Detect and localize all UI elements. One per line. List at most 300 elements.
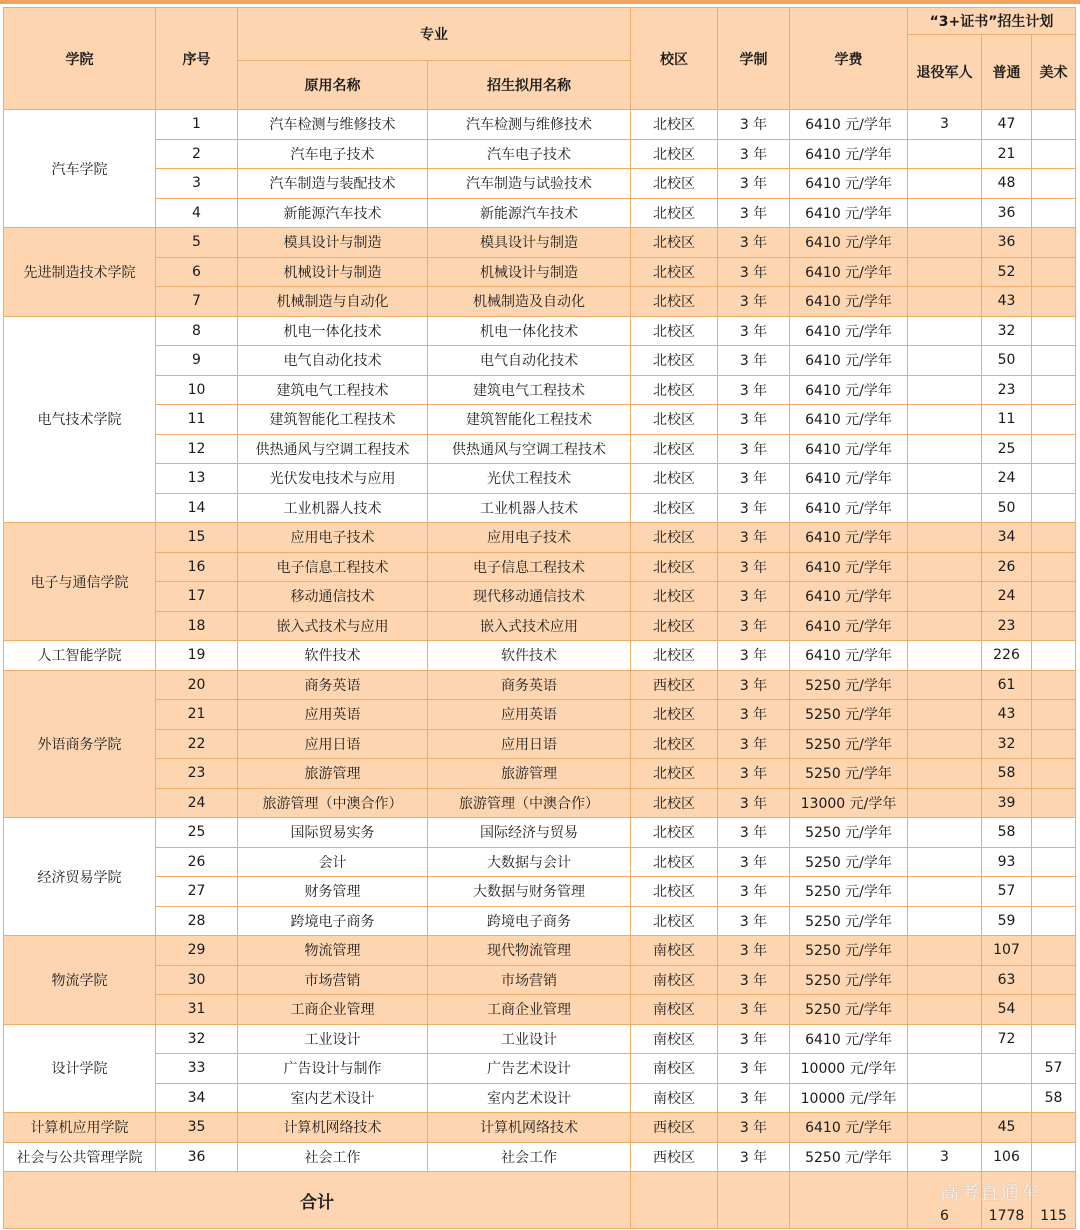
duration-cell: 3 年 xyxy=(718,582,790,612)
veterans-cell xyxy=(908,641,982,671)
duration-cell: 3 年 xyxy=(718,552,790,582)
table-row xyxy=(4,611,1076,641)
general-cell: 48 xyxy=(982,169,1032,199)
campus-cell: 南校区 xyxy=(631,1083,718,1113)
general-cell: 226 xyxy=(982,641,1032,671)
veterans-cell xyxy=(908,287,982,317)
original-name-cell: 新能源汽车技术 xyxy=(238,198,428,228)
veterans-cell xyxy=(908,198,982,228)
art-cell xyxy=(1032,641,1076,671)
original-name-cell: 旅游管理 xyxy=(238,759,428,789)
veterans-cell: 3 xyxy=(908,1142,982,1172)
total-empty-cell xyxy=(718,1172,790,1229)
proposed-name-cell: 社会工作 xyxy=(428,1142,631,1172)
table-row xyxy=(4,139,1076,169)
table-row xyxy=(4,464,1076,494)
table-row xyxy=(4,228,1076,258)
art-cell xyxy=(1032,788,1076,818)
proposed-name-cell: 工业机器人技术 xyxy=(428,493,631,523)
header-veterans: 退役军人 xyxy=(908,35,982,110)
table-row xyxy=(4,110,1076,140)
tuition-cell: 5250 元/学年 xyxy=(790,906,908,936)
veterans-cell xyxy=(908,877,982,907)
proposed-name-cell: 旅游管理（中澳合作） xyxy=(428,788,631,818)
table-row xyxy=(4,198,1076,228)
table-body xyxy=(4,110,1076,1229)
original-name-cell: 财务管理 xyxy=(238,877,428,907)
index-cell: 3 xyxy=(156,169,238,199)
duration-cell: 3 年 xyxy=(718,611,790,641)
table-row xyxy=(4,906,1076,936)
header-general: 普通 xyxy=(982,35,1032,110)
general-cell: 32 xyxy=(982,316,1032,346)
index-cell: 8 xyxy=(156,316,238,346)
art-cell xyxy=(1032,700,1076,730)
veterans-cell xyxy=(908,611,982,641)
index-cell: 31 xyxy=(156,995,238,1025)
tuition-cell: 6410 元/学年 xyxy=(790,523,908,553)
proposed-name-cell: 机电一体化技术 xyxy=(428,316,631,346)
veterans-cell xyxy=(908,729,982,759)
art-cell xyxy=(1032,759,1076,789)
header-index: 序号 xyxy=(156,8,238,110)
campus-cell: 西校区 xyxy=(631,1113,718,1143)
proposed-name-cell: 大数据与财务管理 xyxy=(428,877,631,907)
general-cell: 63 xyxy=(982,965,1032,995)
art-cell xyxy=(1032,582,1076,612)
tuition-cell: 6410 元/学年 xyxy=(790,169,908,199)
tuition-cell: 5250 元/学年 xyxy=(790,847,908,877)
art-cell xyxy=(1032,464,1076,494)
proposed-name-cell: 广告艺术设计 xyxy=(428,1054,631,1084)
general-cell: 39 xyxy=(982,788,1032,818)
campus-cell: 北校区 xyxy=(631,346,718,376)
tuition-cell: 6410 元/学年 xyxy=(790,1024,908,1054)
proposed-name-cell: 软件技术 xyxy=(428,641,631,671)
index-cell: 22 xyxy=(156,729,238,759)
index-cell: 4 xyxy=(156,198,238,228)
college-cell: 计算机应用学院 xyxy=(4,1113,156,1143)
watermark: 高考直通车 xyxy=(940,1182,1041,1204)
duration-cell: 3 年 xyxy=(718,1142,790,1172)
duration-cell: 3 年 xyxy=(718,759,790,789)
tuition-cell: 6410 元/学年 xyxy=(790,139,908,169)
general-cell: 107 xyxy=(982,936,1032,966)
index-cell: 21 xyxy=(156,700,238,730)
duration-cell: 3 年 xyxy=(718,169,790,199)
index-cell: 2 xyxy=(156,139,238,169)
original-name-cell: 供热通风与空调工程技术 xyxy=(238,434,428,464)
art-cell xyxy=(1032,405,1076,435)
table-row xyxy=(4,788,1076,818)
veterans-cell xyxy=(908,1083,982,1113)
veterans-cell xyxy=(908,169,982,199)
index-cell: 28 xyxy=(156,906,238,936)
duration-cell: 3 年 xyxy=(718,670,790,700)
veterans-cell xyxy=(908,670,982,700)
general-cell: 59 xyxy=(982,906,1032,936)
art-cell xyxy=(1032,493,1076,523)
veterans-cell xyxy=(908,405,982,435)
index-cell: 20 xyxy=(156,670,238,700)
duration-cell: 3 年 xyxy=(718,729,790,759)
campus-cell: 北校区 xyxy=(631,405,718,435)
art-cell xyxy=(1032,670,1076,700)
general-cell: 11 xyxy=(982,405,1032,435)
header-original-name: 原用名称 xyxy=(238,61,428,110)
duration-cell: 3 年 xyxy=(718,464,790,494)
art-cell xyxy=(1032,523,1076,553)
general-cell: 43 xyxy=(982,700,1032,730)
art-cell xyxy=(1032,906,1076,936)
index-cell: 35 xyxy=(156,1113,238,1143)
tuition-cell: 6410 元/学年 xyxy=(790,316,908,346)
header-college: 学院 xyxy=(4,8,156,110)
index-cell: 13 xyxy=(156,464,238,494)
original-name-cell: 商务英语 xyxy=(238,670,428,700)
campus-cell: 北校区 xyxy=(631,316,718,346)
proposed-name-cell: 电气自动化技术 xyxy=(428,346,631,376)
campus-cell: 北校区 xyxy=(631,729,718,759)
campus-cell: 北校区 xyxy=(631,906,718,936)
index-cell: 11 xyxy=(156,405,238,435)
tuition-cell: 5250 元/学年 xyxy=(790,995,908,1025)
proposed-name-cell: 国际经济与贸易 xyxy=(428,818,631,848)
tuition-cell: 6410 元/学年 xyxy=(790,405,908,435)
duration-cell: 3 年 xyxy=(718,139,790,169)
table-row xyxy=(4,169,1076,199)
campus-cell: 北校区 xyxy=(631,493,718,523)
tuition-cell: 6410 元/学年 xyxy=(790,434,908,464)
table-row xyxy=(4,346,1076,376)
duration-cell: 3 年 xyxy=(718,995,790,1025)
campus-cell: 北校区 xyxy=(631,877,718,907)
index-cell: 5 xyxy=(156,228,238,258)
art-cell xyxy=(1032,375,1076,405)
duration-cell: 3 年 xyxy=(718,877,790,907)
campus-cell: 北校区 xyxy=(631,375,718,405)
tuition-cell: 10000 元/学年 xyxy=(790,1083,908,1113)
table-row xyxy=(4,582,1076,612)
proposed-name-cell: 机械设计与制造 xyxy=(428,257,631,287)
proposed-name-cell: 汽车检测与维修技术 xyxy=(428,110,631,140)
campus-cell: 北校区 xyxy=(631,523,718,553)
veterans-cell: 3 xyxy=(908,110,982,140)
top-accent-bar xyxy=(0,0,1080,4)
general-cell: 106 xyxy=(982,1142,1032,1172)
duration-cell: 3 年 xyxy=(718,375,790,405)
table-row xyxy=(4,375,1076,405)
total-art: 115 xyxy=(1032,1172,1076,1229)
proposed-name-cell: 应用电子技术 xyxy=(428,523,631,553)
veterans-cell xyxy=(908,316,982,346)
proposed-name-cell: 机械制造及自动化 xyxy=(428,287,631,317)
art-cell xyxy=(1032,818,1076,848)
campus-cell: 南校区 xyxy=(631,1024,718,1054)
general-cell: 50 xyxy=(982,346,1032,376)
college-cell: 电子与通信学院 xyxy=(4,523,156,641)
veterans-cell xyxy=(908,228,982,258)
veterans-cell xyxy=(908,375,982,405)
original-name-cell: 电气自动化技术 xyxy=(238,346,428,376)
header-major: 专业 xyxy=(238,8,631,61)
campus-cell: 南校区 xyxy=(631,1054,718,1084)
art-cell xyxy=(1032,257,1076,287)
campus-cell: 北校区 xyxy=(631,198,718,228)
veterans-cell xyxy=(908,1113,982,1143)
table-row xyxy=(4,1054,1076,1084)
tuition-cell: 6410 元/学年 xyxy=(790,110,908,140)
proposed-name-cell: 汽车制造与试验技术 xyxy=(428,169,631,199)
proposed-name-cell: 新能源汽车技术 xyxy=(428,198,631,228)
art-cell xyxy=(1032,1024,1076,1054)
tuition-cell: 5250 元/学年 xyxy=(790,936,908,966)
art-cell xyxy=(1032,434,1076,464)
index-cell: 1 xyxy=(156,110,238,140)
original-name-cell: 室内艺术设计 xyxy=(238,1083,428,1113)
art-cell xyxy=(1032,316,1076,346)
general-cell: 24 xyxy=(982,464,1032,494)
general-cell: 43 xyxy=(982,287,1032,317)
general-cell: 25 xyxy=(982,434,1032,464)
total-empty-cell xyxy=(790,1172,908,1229)
index-cell: 12 xyxy=(156,434,238,464)
original-name-cell: 电子信息工程技术 xyxy=(238,552,428,582)
table-row xyxy=(4,287,1076,317)
tuition-cell: 6410 元/学年 xyxy=(790,287,908,317)
veterans-cell xyxy=(908,582,982,612)
proposed-name-cell: 旅游管理 xyxy=(428,759,631,789)
duration-cell: 3 年 xyxy=(718,1083,790,1113)
duration-cell: 3 年 xyxy=(718,434,790,464)
campus-cell: 北校区 xyxy=(631,257,718,287)
campus-cell: 南校区 xyxy=(631,936,718,966)
proposed-name-cell: 工业设计 xyxy=(428,1024,631,1054)
original-name-cell: 国际贸易实务 xyxy=(238,818,428,848)
index-cell: 25 xyxy=(156,818,238,848)
proposed-name-cell: 市场营销 xyxy=(428,965,631,995)
art-cell xyxy=(1032,611,1076,641)
campus-cell: 西校区 xyxy=(631,1142,718,1172)
veterans-cell xyxy=(908,906,982,936)
tuition-cell: 6410 元/学年 xyxy=(790,228,908,258)
tuition-cell: 6410 元/学年 xyxy=(790,582,908,612)
campus-cell: 北校区 xyxy=(631,641,718,671)
original-name-cell: 跨境电子商务 xyxy=(238,906,428,936)
original-name-cell: 汽车制造与装配技术 xyxy=(238,169,428,199)
art-cell xyxy=(1032,1142,1076,1172)
original-name-cell: 机械设计与制造 xyxy=(238,257,428,287)
campus-cell: 南校区 xyxy=(631,965,718,995)
art-cell: 57 xyxy=(1032,1054,1076,1084)
table-row xyxy=(4,1024,1076,1054)
original-name-cell: 工业设计 xyxy=(238,1024,428,1054)
art-cell xyxy=(1032,847,1076,877)
tuition-cell: 6410 元/学年 xyxy=(790,346,908,376)
veterans-cell xyxy=(908,788,982,818)
art-cell xyxy=(1032,995,1076,1025)
index-cell: 9 xyxy=(156,346,238,376)
veterans-cell xyxy=(908,1054,982,1084)
total-general: 1778 xyxy=(982,1172,1032,1229)
tuition-cell: 6410 元/学年 xyxy=(790,493,908,523)
general-cell: 61 xyxy=(982,670,1032,700)
college-cell: 电气技术学院 xyxy=(4,316,156,523)
index-cell: 30 xyxy=(156,965,238,995)
college-cell: 社会与公共管理学院 xyxy=(4,1142,156,1172)
campus-cell: 北校区 xyxy=(631,169,718,199)
campus-cell: 南校区 xyxy=(631,995,718,1025)
index-cell: 10 xyxy=(156,375,238,405)
original-name-cell: 工商企业管理 xyxy=(238,995,428,1025)
proposed-name-cell: 建筑智能化工程技术 xyxy=(428,405,631,435)
original-name-cell: 应用电子技术 xyxy=(238,523,428,553)
veterans-cell xyxy=(908,139,982,169)
proposed-name-cell: 工商企业管理 xyxy=(428,995,631,1025)
tuition-cell: 6410 元/学年 xyxy=(790,552,908,582)
header-duration: 学制 xyxy=(718,8,790,110)
tuition-cell: 5250 元/学年 xyxy=(790,1142,908,1172)
veterans-cell xyxy=(908,847,982,877)
table-row xyxy=(4,1142,1076,1172)
total-veterans: 6 xyxy=(908,1172,982,1229)
general-cell: 36 xyxy=(982,198,1032,228)
tuition-cell: 5250 元/学年 xyxy=(790,700,908,730)
proposed-name-cell: 汽车电子技术 xyxy=(428,139,631,169)
duration-cell: 3 年 xyxy=(718,493,790,523)
duration-cell: 3 年 xyxy=(718,198,790,228)
original-name-cell: 市场营销 xyxy=(238,965,428,995)
proposed-name-cell: 现代物流管理 xyxy=(428,936,631,966)
enrollment-plan-table xyxy=(3,7,1076,1229)
proposed-name-cell: 模具设计与制造 xyxy=(428,228,631,258)
campus-cell: 北校区 xyxy=(631,847,718,877)
table-row xyxy=(4,965,1076,995)
index-cell: 6 xyxy=(156,257,238,287)
table-row xyxy=(4,818,1076,848)
general-cell: 54 xyxy=(982,995,1032,1025)
duration-cell: 3 年 xyxy=(718,346,790,376)
campus-cell: 北校区 xyxy=(631,700,718,730)
duration-cell: 3 年 xyxy=(718,287,790,317)
veterans-cell xyxy=(908,995,982,1025)
proposed-name-cell: 跨境电子商务 xyxy=(428,906,631,936)
total-empty-cell xyxy=(631,1172,718,1229)
campus-cell: 北校区 xyxy=(631,818,718,848)
veterans-cell xyxy=(908,965,982,995)
duration-cell: 3 年 xyxy=(718,788,790,818)
tuition-cell: 5250 元/学年 xyxy=(790,965,908,995)
veterans-cell xyxy=(908,552,982,582)
original-name-cell: 会计 xyxy=(238,847,428,877)
header-campus: 校区 xyxy=(631,8,718,110)
tuition-cell: 6410 元/学年 xyxy=(790,1113,908,1143)
duration-cell: 3 年 xyxy=(718,700,790,730)
general-cell: 58 xyxy=(982,759,1032,789)
header-tuition: 学费 xyxy=(790,8,908,110)
college-cell: 设计学院 xyxy=(4,1024,156,1113)
veterans-cell xyxy=(908,818,982,848)
original-name-cell: 物流管理 xyxy=(238,936,428,966)
general-cell: 47 xyxy=(982,110,1032,140)
campus-cell: 北校区 xyxy=(631,582,718,612)
table-row xyxy=(4,405,1076,435)
proposed-name-cell: 应用日语 xyxy=(428,729,631,759)
index-cell: 23 xyxy=(156,759,238,789)
index-cell: 32 xyxy=(156,1024,238,1054)
original-name-cell: 汽车检测与维修技术 xyxy=(238,110,428,140)
art-cell xyxy=(1032,139,1076,169)
original-name-cell: 建筑电气工程技术 xyxy=(238,375,428,405)
campus-cell: 北校区 xyxy=(631,434,718,464)
index-cell: 17 xyxy=(156,582,238,612)
proposed-name-cell: 嵌入式技术应用 xyxy=(428,611,631,641)
proposed-name-cell: 室内艺术设计 xyxy=(428,1083,631,1113)
index-cell: 15 xyxy=(156,523,238,553)
general-cell: 32 xyxy=(982,729,1032,759)
duration-cell: 3 年 xyxy=(718,523,790,553)
index-cell: 27 xyxy=(156,877,238,907)
tuition-cell: 6410 元/学年 xyxy=(790,464,908,494)
table-row xyxy=(4,670,1076,700)
art-cell xyxy=(1032,936,1076,966)
college-cell: 外语商务学院 xyxy=(4,670,156,818)
tuition-cell: 5250 元/学年 xyxy=(790,877,908,907)
college-cell: 人工智能学院 xyxy=(4,641,156,671)
veterans-cell xyxy=(908,257,982,287)
campus-cell: 北校区 xyxy=(631,611,718,641)
general-cell: 36 xyxy=(982,228,1032,258)
art-cell: 58 xyxy=(1032,1083,1076,1113)
art-cell xyxy=(1032,965,1076,995)
proposed-name-cell: 现代移动通信技术 xyxy=(428,582,631,612)
proposed-name-cell: 建筑电气工程技术 xyxy=(428,375,631,405)
art-cell xyxy=(1032,877,1076,907)
original-name-cell: 应用英语 xyxy=(238,700,428,730)
duration-cell: 3 年 xyxy=(718,1024,790,1054)
tuition-cell: 13000 元/学年 xyxy=(790,788,908,818)
table-row xyxy=(4,936,1076,966)
art-cell xyxy=(1032,346,1076,376)
campus-cell: 北校区 xyxy=(631,552,718,582)
original-name-cell: 汽车电子技术 xyxy=(238,139,428,169)
duration-cell: 3 年 xyxy=(718,936,790,966)
campus-cell: 北校区 xyxy=(631,139,718,169)
duration-cell: 3 年 xyxy=(718,228,790,258)
proposed-name-cell: 应用英语 xyxy=(428,700,631,730)
index-cell: 34 xyxy=(156,1083,238,1113)
veterans-cell xyxy=(908,936,982,966)
tuition-cell: 6410 元/学年 xyxy=(790,641,908,671)
index-cell: 14 xyxy=(156,493,238,523)
veterans-cell xyxy=(908,1024,982,1054)
tuition-cell: 6410 元/学年 xyxy=(790,257,908,287)
art-cell xyxy=(1032,729,1076,759)
total-label: 合计 xyxy=(4,1172,631,1229)
general-cell: 21 xyxy=(982,139,1032,169)
table-row xyxy=(4,995,1076,1025)
tuition-cell: 10000 元/学年 xyxy=(790,1054,908,1084)
original-name-cell: 移动通信技术 xyxy=(238,582,428,612)
duration-cell: 3 年 xyxy=(718,818,790,848)
original-name-cell: 建筑智能化工程技术 xyxy=(238,405,428,435)
duration-cell: 3 年 xyxy=(718,405,790,435)
index-cell: 24 xyxy=(156,788,238,818)
original-name-cell: 计算机网络技术 xyxy=(238,1113,428,1143)
tuition-cell: 5250 元/学年 xyxy=(790,670,908,700)
tuition-cell: 5250 元/学年 xyxy=(790,759,908,789)
general-cell: 50 xyxy=(982,493,1032,523)
